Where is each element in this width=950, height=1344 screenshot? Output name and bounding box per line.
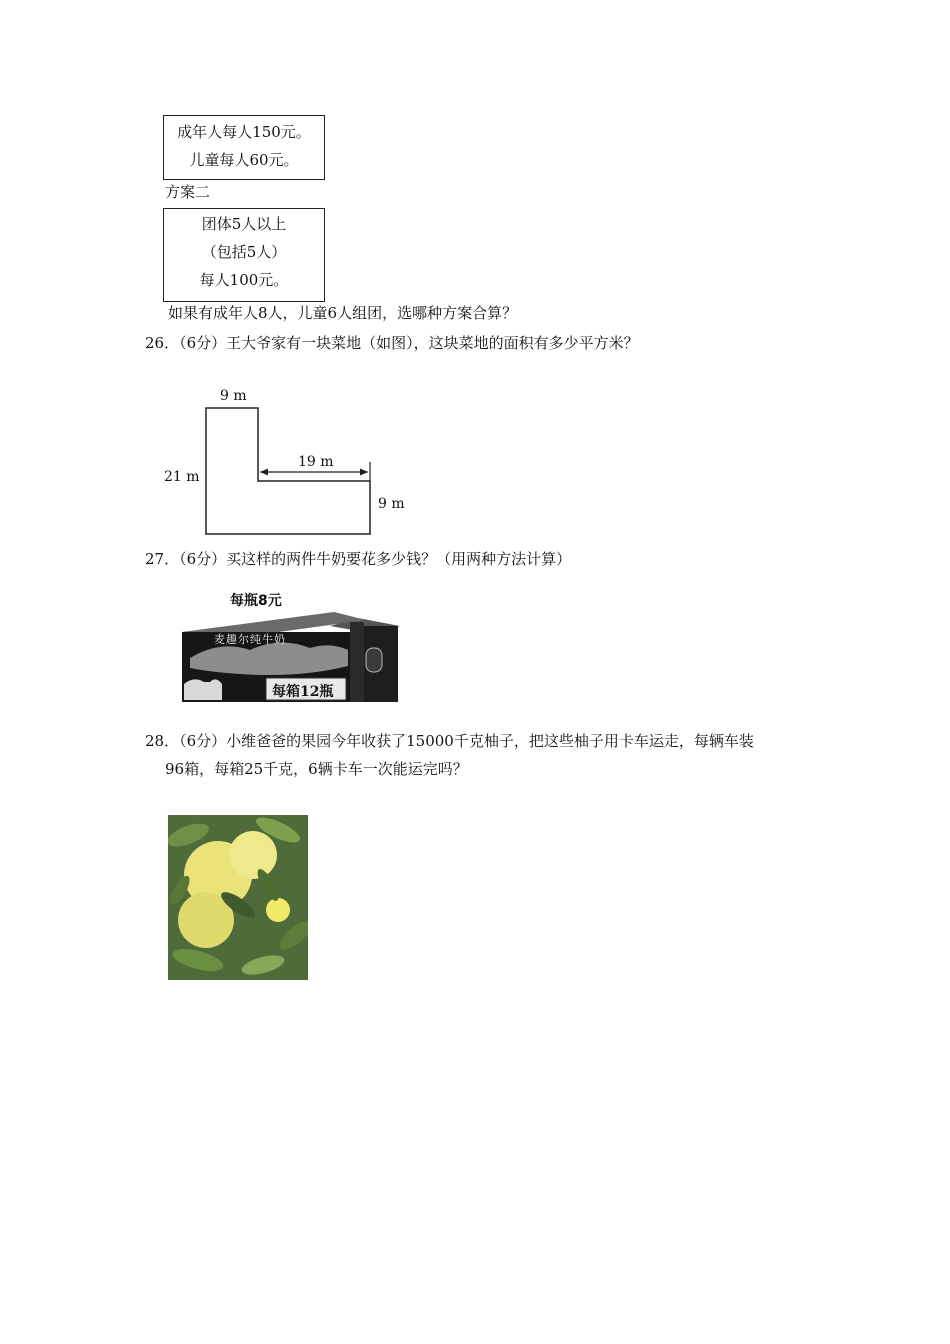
q25-question: 如果有成年人8人，儿童6人组团，选哪种方案合算？ <box>168 304 518 322</box>
label-left-21m: 21 m <box>164 469 200 485</box>
arrow-head-right <box>360 469 368 476</box>
pomelo-fruit <box>229 831 277 879</box>
pomelo-image <box>168 815 308 980</box>
cow-graphic <box>184 679 222 700</box>
plan2-line2: （包括5人） <box>201 243 287 261</box>
brand-text: 麦趣尔纯牛奶 <box>214 633 286 646</box>
plan2-label: 方案二 <box>165 183 211 201</box>
l-shape-diagram <box>150 380 430 540</box>
plan2-box <box>163 208 325 302</box>
l-shape-outline <box>206 408 370 534</box>
plan2-line1: 团体5人以上 <box>201 215 287 233</box>
carton-side <box>350 622 364 702</box>
plan1-line2: 儿童每人60元。 <box>189 151 299 169</box>
plan1-line1: 成年人每人150元。 <box>177 123 311 141</box>
label-top-9m: 9 m <box>220 388 247 404</box>
plan1-box <box>163 115 325 180</box>
pomelo-fruit <box>266 898 290 922</box>
label-right-9m: 9 m <box>378 496 405 512</box>
price-label: 每瓶8元 <box>230 593 282 609</box>
arrow-head-left <box>260 469 268 476</box>
q28-line1: 28．（6分）小维爸爸的果园今年收获了15000千克柚子，把这些柚子用卡车运走，每辆车装 <box>145 732 754 750</box>
q26-text: 26．（6分）王大爷家有一块菜地（如图），这块菜地的面积有多少平方米？ <box>145 334 639 352</box>
q27-text: 27．（6分）买这样的两件牛奶要花多少钱？（用两种方法计算） <box>145 550 572 568</box>
box-label: 每箱12瓶 <box>272 684 334 700</box>
label-inner-19m: 19 m <box>298 454 334 470</box>
plan2-line3: 每人100元。 <box>199 271 289 289</box>
milk-box-image <box>180 588 402 706</box>
logo-badge <box>366 648 382 672</box>
q28-line2: 96箱，每箱25千克，6辆卡车一次能运完吗？ <box>165 760 468 778</box>
